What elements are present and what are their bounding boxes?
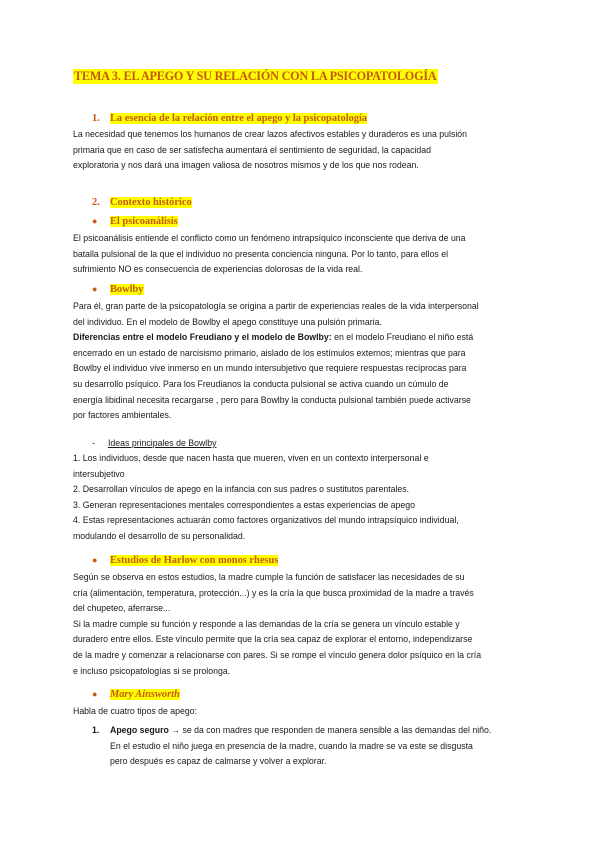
text-line: Habla de cuatro tipos de apego: [73, 706, 198, 716]
list-item: intersubjetivo [73, 468, 125, 479]
text-line: exploratoria y nos dará una imagen valiosa de nosotros mismos y de los que nos rodean. [73, 160, 419, 171]
paragraph-ainsworth-intro [73, 704, 543, 720]
text-line: La necesidad que tenemos los humanos de crear lazos afectivos estables y duraderos es una pulsión [73, 129, 467, 139]
paragraph-bowlby [73, 299, 543, 424]
ideas-subheading [92, 436, 216, 450]
list-item: 1. Los individuos, desde que nacen hasta que mueren, viven en un contexto interpersonal e [73, 453, 429, 463]
subheading-label: Bowlby [110, 284, 144, 295]
paragraph-harlow [73, 570, 543, 679]
paragraph-psicoanalisis [73, 231, 543, 278]
text-line: por factores ambientales. [73, 410, 172, 421]
list-item: 4. Estas representaciones actuarán como factores organizativos del mundo intrapsíquico individual, [73, 515, 459, 526]
text-line: duradero entre ellos. Este vínculo permite que la cría sea capaz de explorar el entorno, independizarse [73, 634, 473, 645]
subheading-label: Estudios de Harlow con monos rhesus [110, 555, 279, 566]
subheading-label: El psicoanálisis [110, 216, 178, 227]
text-line: encerrado en un estado de narcisismo primario, aislado de los estímulos externos; mientras que para [73, 347, 466, 358]
ideas-title: Ideas principales de Bowlby [108, 438, 217, 448]
text-line: primaria que en caso de ser satisfecha aumentará el sentimiento de seguridad, la capacidad [73, 144, 431, 155]
section-number: 1. [92, 113, 100, 124]
subheading-label: Mary Ainsworth [110, 689, 180, 700]
bullet-icon: ● [92, 689, 98, 699]
ideas-list [73, 451, 543, 545]
list-item: 3. Generan representaciones mentales correspondientes a estas experiencias de apego [73, 499, 415, 510]
text-line-differences [73, 330, 543, 346]
text-line: El psicoanálisis entiende el conflicto como un fenómeno intrapsíquico inconsciente que deriva de una [73, 233, 466, 243]
text-line: pero después es capaz de calmarse y volver a explorar. [110, 756, 327, 767]
item-definition: → se da con madres que responden de manera sensible a las demandas del niño. [168, 725, 492, 735]
text-line: del chupeteo, aferrarse... [73, 603, 171, 614]
bullet-icon: ● [92, 555, 98, 565]
text-line [110, 723, 491, 739]
text-line: de la madre y comenzar a relacionarse con pares. Si se rompe el vínculo genera dolor psíquico en la cría [73, 649, 482, 660]
attachment-type-1 [92, 723, 552, 773]
item-number: 1. [92, 725, 100, 735]
text-line: En el estudio el niño juega en presencia de la madre, cuando la madre se va este se disgusta [110, 740, 473, 751]
section-title: La esencia de la relación entre el apego y la psicopatología [110, 113, 368, 124]
section-number: 2. [92, 197, 100, 208]
section-heading-1 [92, 112, 367, 125]
differences-text: en el modelo Freudiano el niño está [331, 332, 474, 343]
bullet-icon: ● [92, 284, 98, 294]
text-line: Para él, gran parte de la psicopatología se origina a partir de experiencias reales de la vida interpersonal [73, 301, 479, 311]
text-line: e incluso psicopatologías si se prolonga. [73, 665, 231, 676]
item-term: Apego seguro [110, 725, 169, 735]
subheading-harlow [92, 554, 278, 567]
text-line: batalla pulsional de la que el individuo no presenta conciencia ninguna. Por lo tanto, para ellos el [73, 248, 449, 259]
subheading-bowlby [92, 283, 144, 296]
text-line: energía libidinal necesita recargarse , pero para Bowlby la conducta pulsional también puede activarse [73, 394, 471, 405]
paragraph-intro [73, 127, 543, 174]
text-line: sufrimiento NO es consecuencia de experiencias dolorosas de la vida real. [73, 264, 363, 275]
differences-label: Diferencias entre el modelo Freudiano y el modelo de Bowlby: [73, 332, 332, 343]
subheading-ainsworth [92, 688, 180, 701]
text-line: su desarrollo psíquico. Para los Freudianos la conducta pulsional se activa cuando un cúmulo de [73, 378, 449, 389]
text-line: Bowlby el individuo vive inmerso en un mundo intersubjetivo que requiere respuestas recíprocas para [73, 363, 467, 374]
bullet-icon: ● [92, 216, 98, 226]
item-body [110, 723, 491, 770]
list-item: modulando el desarrollo de su personalidad. [73, 530, 246, 541]
section-title: Contexto histórico [110, 197, 192, 208]
section-heading-2 [92, 196, 192, 209]
text-line: del individuo. En el modelo de Bowlby el apego constituye una pulsión primaria. [73, 316, 382, 327]
document-title: TEMA 3. EL APEGO Y SU RELACIÓN CON LA PSICOPATOLOGÍA [74, 69, 437, 83]
list-item: 2. Desarrollan vínculos de apego en la infancia con sus padres o sustitutos parentales. [73, 484, 410, 495]
text-line: Si la madre cumple su función y responde a las demandas de la cría se genera un vínculo estable y [73, 618, 460, 629]
dash-bullet: - [92, 438, 95, 448]
text-line: cría (alimentación, temperatura, protección...) y es la cría la que busca proximidad de la madre a través [73, 587, 474, 598]
text-line: Según se observa en estos estudios, la madre cumple la función de satisfacer las necesidades de su [73, 572, 465, 582]
subheading-psicoanalisis [92, 215, 178, 228]
